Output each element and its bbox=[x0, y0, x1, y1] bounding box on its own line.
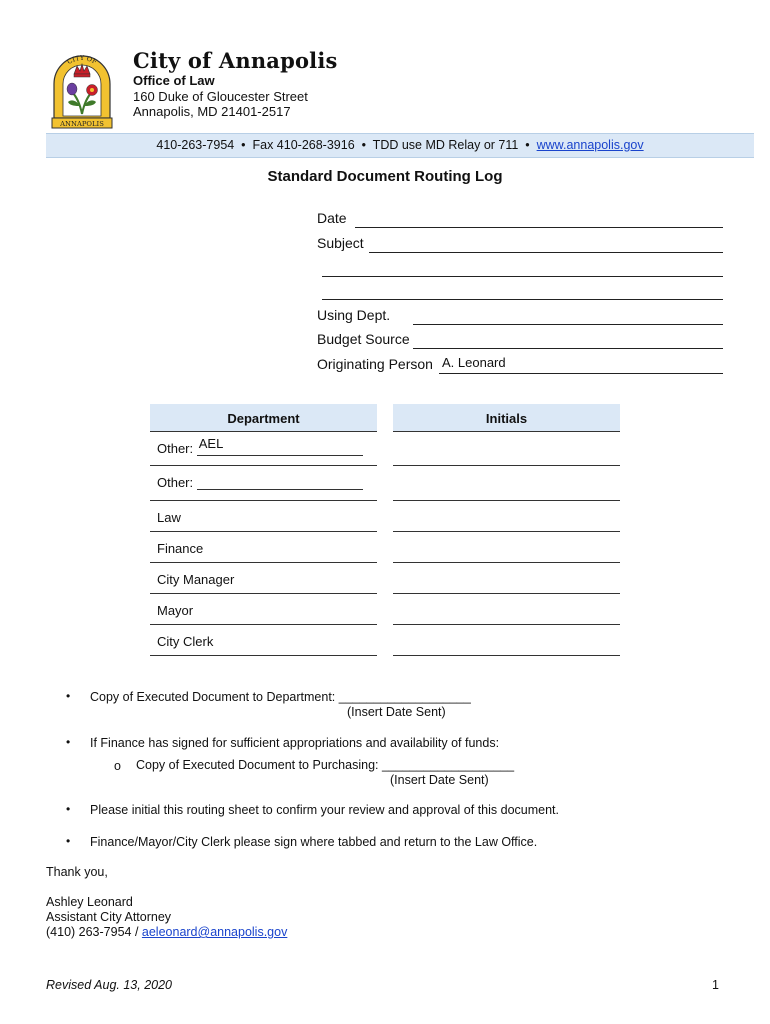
budget-source-label: Budget Source bbox=[317, 331, 410, 347]
table-row-city-clerk: City Clerk bbox=[157, 634, 214, 649]
department-row-divider bbox=[150, 562, 377, 563]
budget-source-field[interactable] bbox=[317, 331, 723, 351]
insert-date-note-2: (Insert Date Sent) bbox=[390, 773, 489, 787]
budget-source-line[interactable] bbox=[413, 348, 723, 349]
table-row-other-2 bbox=[157, 475, 363, 490]
originating-person-line[interactable] bbox=[439, 373, 723, 374]
other-dept-value-1: AEL bbox=[198, 436, 224, 451]
other-dept-line-1[interactable] bbox=[197, 436, 363, 456]
department-row-divider bbox=[150, 655, 377, 656]
contact-bar bbox=[46, 133, 754, 158]
department-row-divider bbox=[150, 531, 377, 532]
department-row-divider bbox=[150, 593, 377, 594]
instruction-sign-and-return: Finance/Mayor/City Clerk please sign where tabbed and return to the Law Office. bbox=[90, 835, 538, 849]
signer-name: Ashley Leonard bbox=[46, 895, 133, 909]
document-title: Standard Document Routing Log bbox=[267, 168, 503, 185]
date-field[interactable] bbox=[317, 210, 723, 230]
subject-line-3[interactable] bbox=[322, 299, 723, 300]
subject-line[interactable] bbox=[369, 252, 723, 253]
originating-person-field[interactable] bbox=[317, 356, 723, 376]
office-name: Office of Law bbox=[133, 73, 215, 88]
initials-line-mayor[interactable] bbox=[393, 624, 620, 625]
website-link[interactable]: www.annapolis.gov bbox=[536, 138, 644, 152]
instruction-initial-sheet: Please initial this routing sheet to confirm your review and approval of this document. bbox=[90, 803, 559, 817]
using-dept-field[interactable] bbox=[317, 307, 723, 327]
department-row-divider bbox=[150, 465, 377, 466]
subject-line-2[interactable] bbox=[322, 276, 723, 277]
address-line-1: 160 Duke of Gloucester Street bbox=[133, 89, 308, 104]
city-seal-icon bbox=[50, 44, 114, 130]
department-header: Department bbox=[150, 404, 377, 432]
initials-header: Initials bbox=[393, 404, 620, 432]
originating-person-label: Originating Person bbox=[317, 356, 433, 372]
page-number: 1 bbox=[712, 978, 719, 992]
bullet-icon: • bbox=[66, 802, 71, 816]
initials-line-city-manager[interactable] bbox=[393, 593, 620, 594]
other-label-1: Other: bbox=[157, 441, 194, 456]
table-row-mayor: Mayor bbox=[157, 603, 194, 618]
initials-line-law[interactable] bbox=[393, 531, 620, 532]
seal-ring-top-text: CITY OF bbox=[65, 53, 99, 66]
city-seal-logo bbox=[50, 44, 114, 130]
other-dept-line-2[interactable] bbox=[197, 477, 363, 490]
using-dept-line[interactable] bbox=[413, 324, 723, 325]
initials-line-2[interactable] bbox=[393, 500, 620, 501]
signer-title: Assistant City Attorney bbox=[46, 910, 172, 924]
bullet-icon: • bbox=[66, 834, 71, 848]
date-label: Date bbox=[317, 210, 347, 226]
contact-text: 410-263-7954 • Fax 410-268-3916 • TDD use MD Relay or 711 • bbox=[156, 138, 537, 152]
table-row-city-manager: City Manager bbox=[157, 572, 235, 587]
bullet-icon: • bbox=[66, 689, 71, 703]
address-line-2: Annapolis, MD 21401-2517 bbox=[133, 104, 291, 119]
insert-date-note-1: (Insert Date Sent) bbox=[347, 705, 446, 719]
subject-continuation-1[interactable] bbox=[322, 259, 723, 279]
date-line[interactable] bbox=[355, 227, 723, 228]
other-label-2: Other: bbox=[157, 475, 194, 490]
subject-label: Subject bbox=[317, 235, 364, 251]
signer-email-link[interactable]: aeleonard@annapolis.gov bbox=[141, 925, 288, 939]
table-row-finance: Finance bbox=[157, 541, 204, 556]
using-dept-label: Using Dept. bbox=[317, 307, 391, 323]
initials-line-1[interactable] bbox=[393, 465, 620, 466]
seal-ring-bottom-text: ANNAPOLIS bbox=[60, 120, 104, 128]
initials-line-finance[interactable] bbox=[393, 562, 620, 563]
bullet-icon: • bbox=[66, 735, 71, 749]
instruction-finance-funds: If Finance has signed for sufficient appropriations and availability of funds: bbox=[90, 736, 500, 750]
signer-phone: (410) 263-7954 / bbox=[46, 925, 142, 939]
instruction-copy-to-purchasing: Copy of Executed Document to Purchasing: ___________________ bbox=[136, 758, 515, 772]
subject-field[interactable] bbox=[317, 235, 723, 255]
table-row-other-1 bbox=[157, 436, 363, 456]
department-row-divider bbox=[150, 624, 377, 625]
subject-continuation-2[interactable] bbox=[322, 282, 723, 302]
sub-bullet-icon: o bbox=[114, 759, 121, 773]
department-row-divider bbox=[150, 500, 377, 501]
closing-thanks: Thank you, bbox=[46, 865, 108, 879]
instruction-copy-to-department: Copy of Executed Document to Department: ___________________ bbox=[90, 690, 471, 704]
signer-contact bbox=[46, 925, 287, 939]
revised-date: Revised Aug. 13, 2020 bbox=[46, 978, 173, 992]
originating-person-value: A. Leonard bbox=[442, 355, 506, 370]
city-title: City of Annapolis bbox=[133, 48, 338, 73]
table-row-law: Law bbox=[157, 510, 181, 525]
initials-line-city-clerk[interactable] bbox=[393, 655, 620, 656]
